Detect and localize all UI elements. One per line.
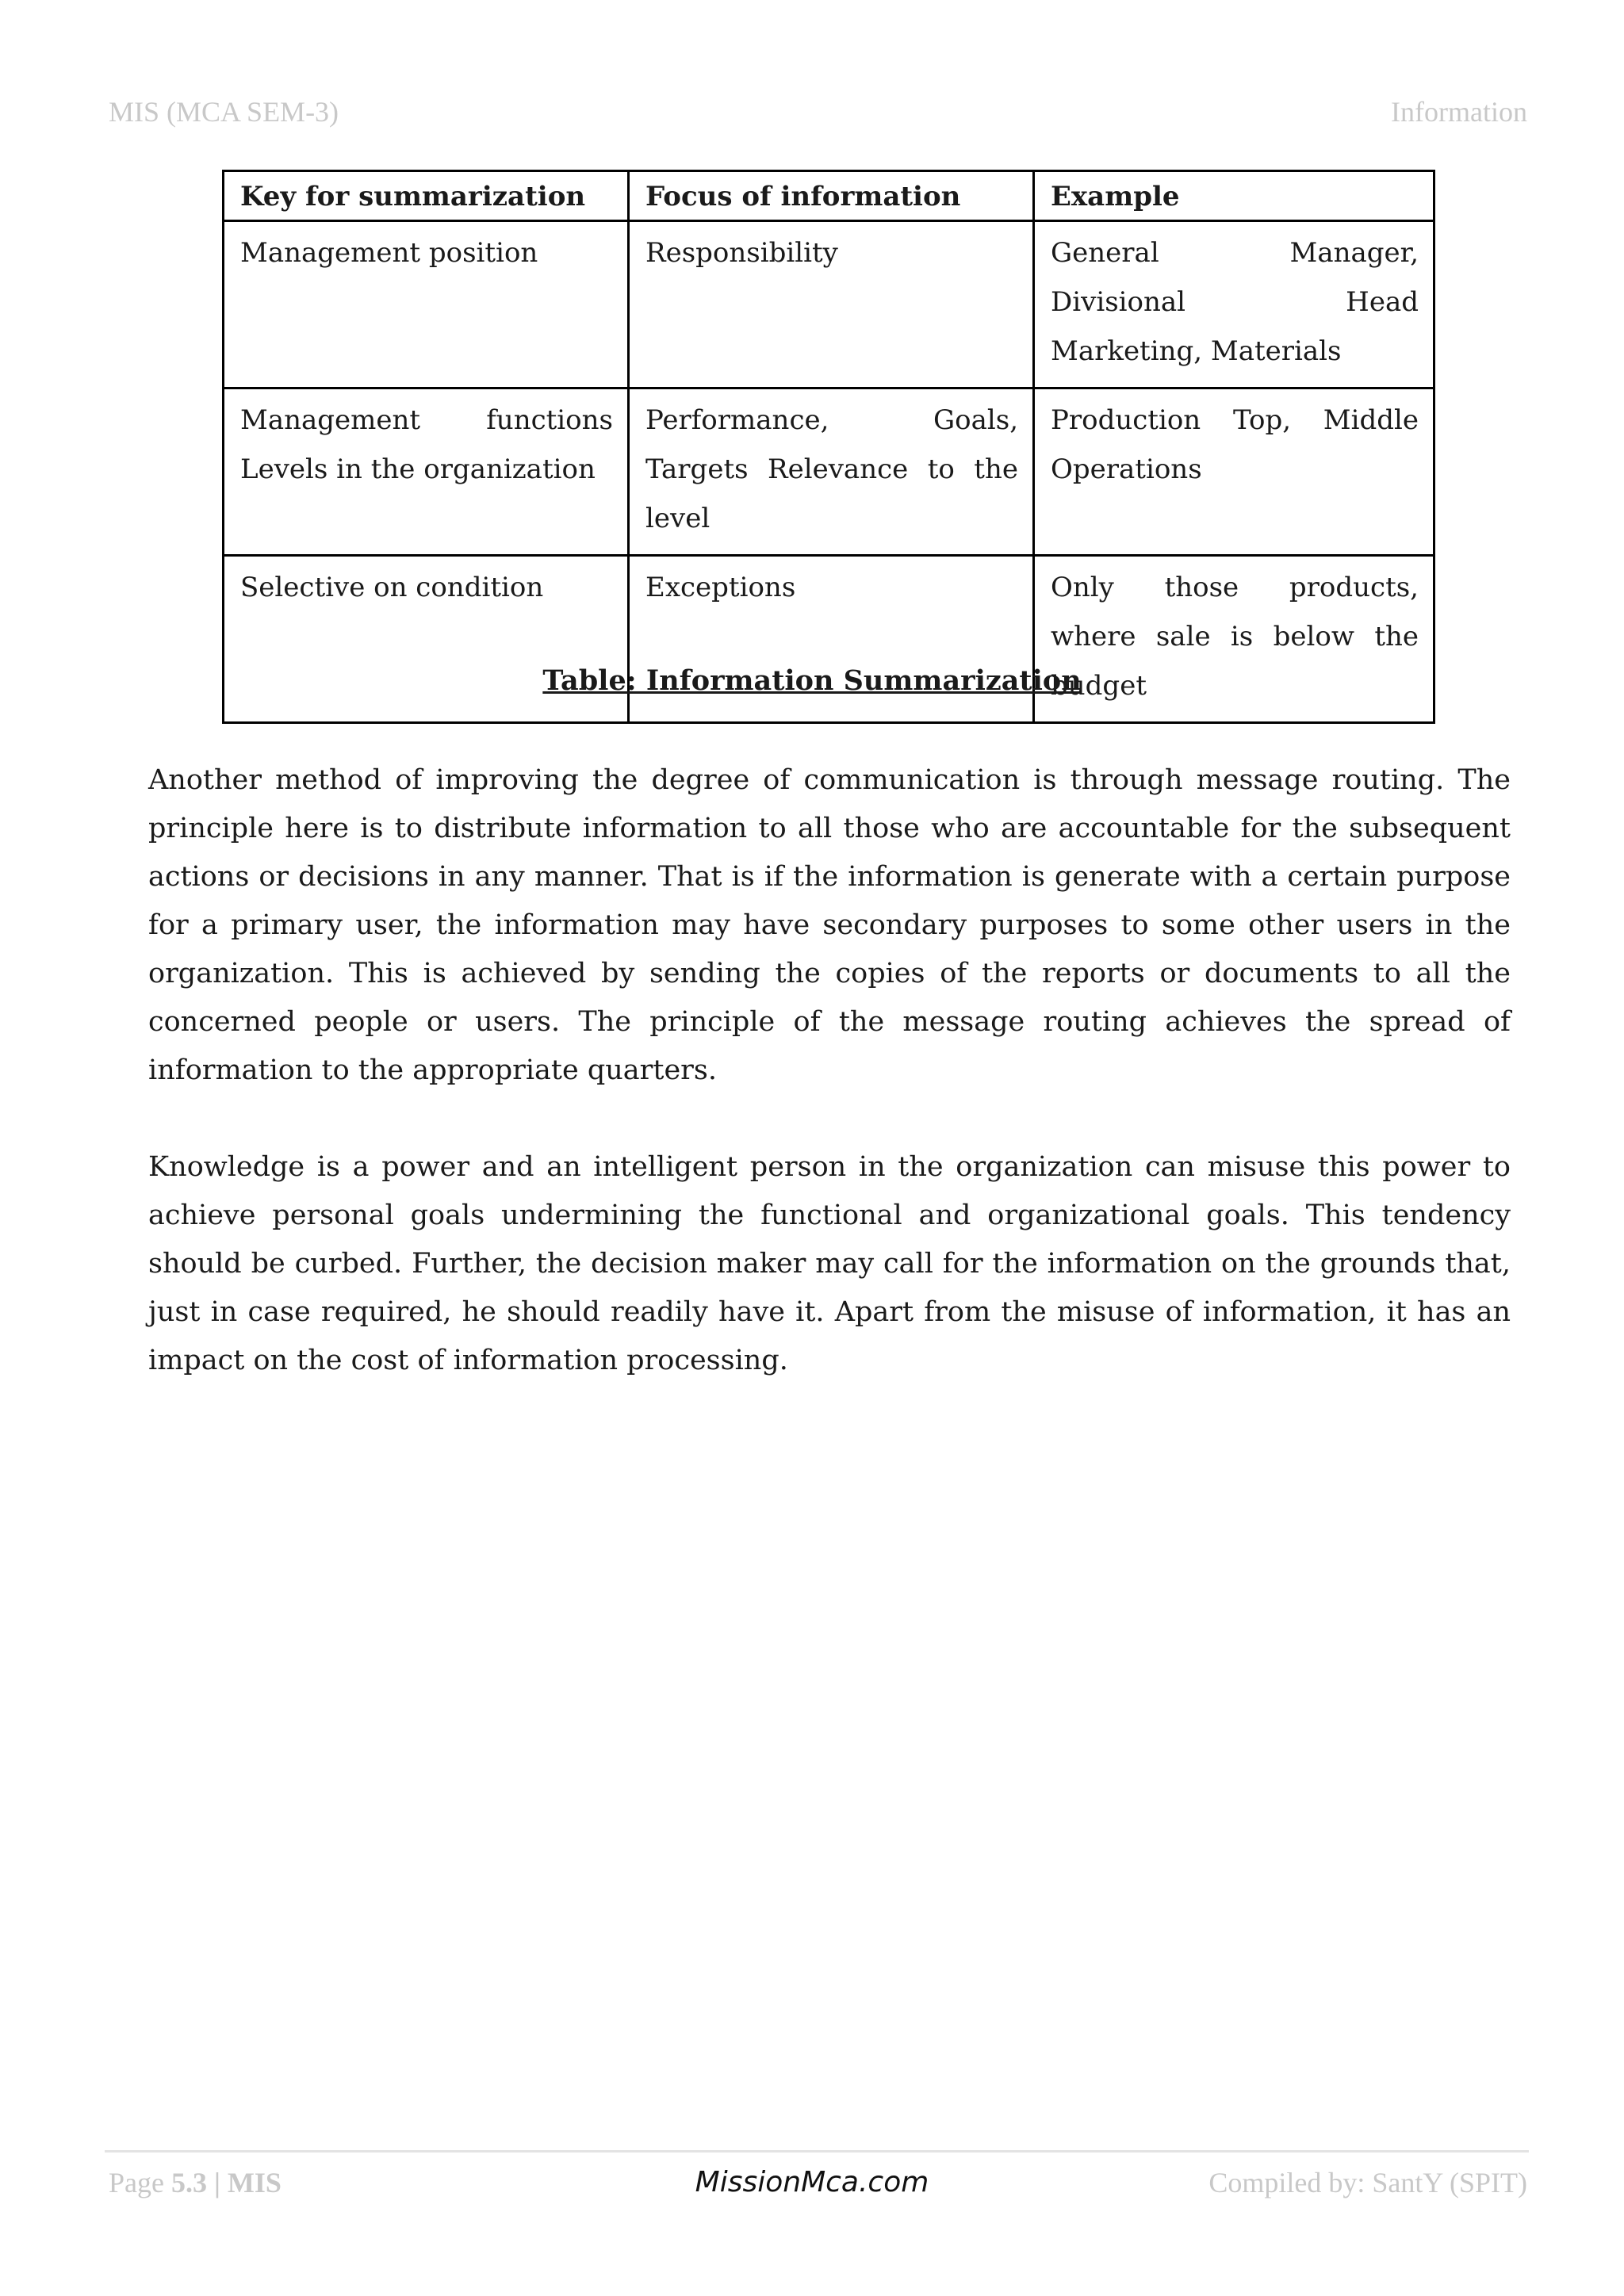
table-header-cell: Example xyxy=(1034,171,1434,221)
table-header-cell: Focus of information xyxy=(629,171,1034,221)
table-cell: Management functions Levels in the organization xyxy=(224,388,629,556)
table-caption xyxy=(0,664,1624,697)
table-row xyxy=(224,388,1434,556)
paragraph-knowledge-power: Knowledge is a power and an intelligent person in the organization can misuse this power to achieve personal goals undermining the functional and organizational goals. This tendency should be curbed. Further, the decision maker may call for the information on the grounds that, just in case required, he should readily have it. Apart from the misuse of information, it has an impact on the cost of information processing. xyxy=(148,1151,1511,1376)
table-cell: General Manager, Divisional Head Marketing, Materials xyxy=(1034,221,1434,388)
table-row xyxy=(224,556,1434,723)
paragraph-message-routing: Another method of improving the degree of communication is through message routing. The principle here is to distribute information to all those who are accountable for the subsequent actions or decisions in any manner. That is if the information is generate with a certain purpose for a primary user, the information may have secondary purposes to some other users in the organization. This is achieved by sending the copies of the reports or documents to all the concerned people or users. The principle of the message routing achieves the spread of information to the appropriate quarters. xyxy=(148,764,1511,1086)
summarization-table xyxy=(222,170,1435,724)
table-caption-text: Table: Information Summarization xyxy=(542,664,1082,697)
header-right: Information xyxy=(1391,96,1527,128)
page-number: 5.3 xyxy=(170,2167,207,2198)
table-header-row xyxy=(224,171,1434,221)
footer-divider xyxy=(105,2150,1529,2152)
site-logo: MissionMca.com xyxy=(695,2166,929,2198)
footer-credit: Compiled by: SantY (SPIT) xyxy=(1208,2167,1527,2198)
table-cell: Only those products, where sale is below the budget xyxy=(1034,556,1434,723)
page-suffix: | MIS xyxy=(206,2167,282,2198)
table-cell: Exceptions xyxy=(629,556,1034,723)
table-header-cell: Key for summarization xyxy=(224,171,629,221)
header-left: MIS (MCA SEM-3) xyxy=(109,96,339,128)
table-cell: Responsibility xyxy=(629,221,1034,388)
table-cell: Management position xyxy=(224,221,629,388)
table-cell: Performance, Goals, Targets Relevance to the level xyxy=(629,388,1034,556)
page-prefix: Page xyxy=(109,2167,171,2198)
table-cell: Selective on condition xyxy=(224,556,629,723)
table-row xyxy=(224,221,1434,388)
table-cell: Production Top, Middle Operations xyxy=(1034,388,1434,556)
